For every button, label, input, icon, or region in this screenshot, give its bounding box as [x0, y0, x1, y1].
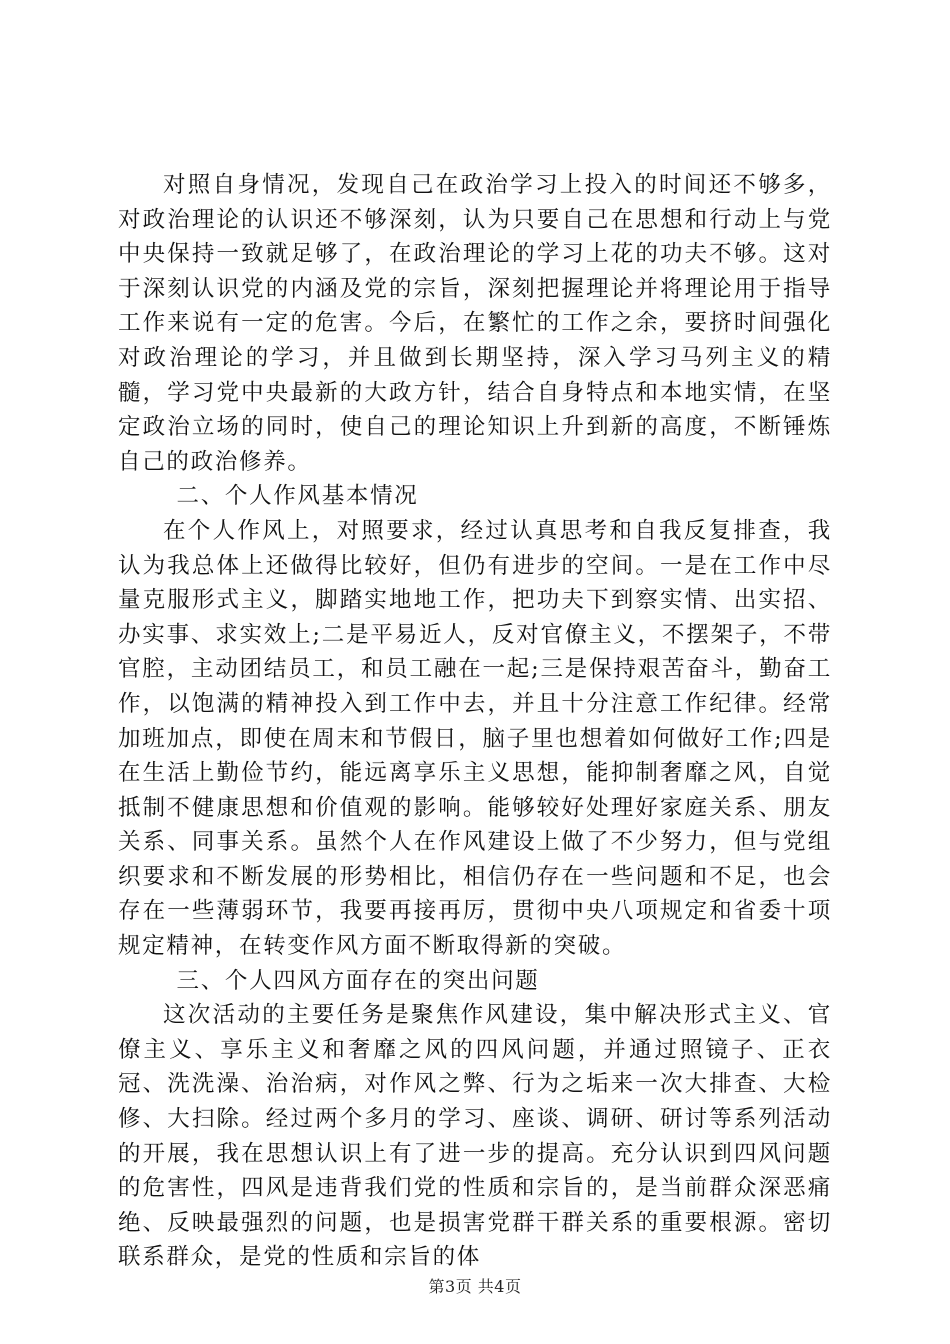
paragraph: 在个人作风上，对照要求，经过认真思考和自我反复排查，我认为我总体上还做得比较好，但仍有进步的空间。一是在工作中尽量克服形式主义，脚踏实地地工作，把功夫下到察实情、出实招、办实事、求实效上;二是平易近人，反对官僚主义，不摆架子，不带官腔，主动团结员工，和员工融在一起;三是保持艰苦奋斗，勤奋工作，以饱满的精神投入到工作中去，并且十分注意工作纪律。经常加班加点，即使在周末和节假日，脑子里也想着如何做好工作;四是在生活上勤俭节约，能远离享乐主义思想，能抑制奢靡之风，自觉抵制不健康思想和价值观的影响。能够较好处理好家庭关系、朋友关系、同事关系。虽然个人在作风建设上做了不少努力，但与党组织要求和不断发展的形势相比，相信仍存在一些问题和不足，也会存在一些薄弱环节，我要再接再厉，贯彻中央八项规定和省委十项规定精神，在转变作风方面不断取得新的突破。 — [118, 517, 832, 960]
section-heading: 三、个人四风方面存在的突出问题 — [176, 967, 540, 994]
paragraph: 对照自身情况，发现自己在政治学习上投入的时间还不够多，对政治理论的认识还不够深刻，认为只要自己在思想和行动上与党中央保持一致就足够了，在政治理论的学习上花的功夫不够。这对于深刻认识党的内涵及党的宗旨，深刻把握理论并将理论用于指导工作来说有一定的危害。今后，在繁忙的工作之余，要挤时间强化对政治理论的学习，并且做到长期坚持，深入学习马列主义的精髓，学习党中央最新的大政方针，结合自身特点和本地实情，在坚定政治立场的同时，使自己的理论知识上升到新的高度，不断锤炼自己的政治修养。 — [118, 172, 832, 475]
page-footer: 第3页 共4页 — [428, 1277, 522, 1296]
document-body — [118, 168, 832, 1275]
section-heading: 二、个人作风基本情况 — [176, 483, 419, 510]
paragraph: 这次活动的主要任务是聚焦作风建设，集中解决形式主义、官僚主义、享乐主义和奢靡之风的四风问题，并通过照镜子、正衣冠、洗洗澡、治治病，对作风之弊、行为之垢来一次大排查、大检修、大扫除。经过两个多月的学习、座谈、调研、研讨等系列活动的开展，我在思想认识上有了进一步的提高。充分认识到四风问题的危害性，四风是违背我们党的性质和宗旨的，是当前群众深恶痛绝、反映最强烈的问题，也是损害党群干群关系的重要根源。密切联系群众，是党的性质和宗旨的体 — [118, 1002, 832, 1271]
